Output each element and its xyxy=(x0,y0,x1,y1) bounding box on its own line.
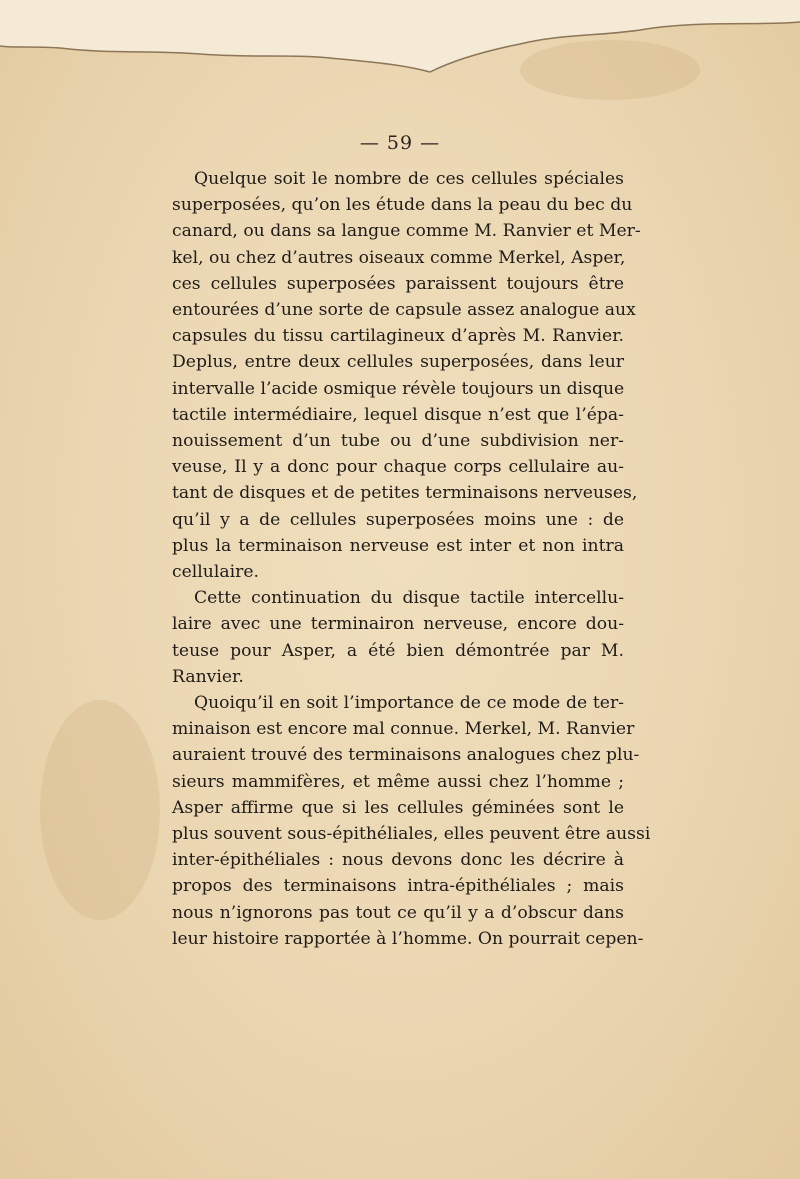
paper-stain xyxy=(520,40,700,100)
text-line: Deplus, entre deux cellules superposées, dans leur xyxy=(172,352,624,373)
text-line: veuse, Il y a donc pour chaque corps cellulaire au- xyxy=(172,457,624,478)
text-line: canard, ou dans sa langue comme M. Ranvier et Mer- xyxy=(172,221,641,242)
text-line: plus la terminaison nerveuse est inter et non intra xyxy=(172,535,624,556)
text-line: entourées d’une sorte de capsule assez analogue aux xyxy=(172,300,636,321)
text-line: sieurs mammifères, et même aussi chez l’homme ; xyxy=(172,771,624,792)
text-line: inter-épithéliales : nous devons donc les décrire à xyxy=(172,850,624,871)
paper-stain xyxy=(40,700,160,920)
text-line: nous n’ignorons pas tout ce qu’il y a d’obscur dans xyxy=(172,902,624,923)
text-line: capsules du tissu cartilagineux d’après M. Ranvier. xyxy=(172,326,624,347)
text-line: superposées, qu’on les étude dans la peau du bec du xyxy=(172,195,633,216)
text-line: nouissement d’un tube ou d’une subdivision ner- xyxy=(172,431,624,452)
text-line: qu’il y a de cellules superposées moins une : de xyxy=(172,509,624,530)
text-line: Ranvier. xyxy=(172,666,244,687)
text-line: minaison est encore mal connue. Merkel, M. Ranvier xyxy=(172,719,635,740)
text-line: cellulaire. xyxy=(172,562,259,583)
text-line: propos des terminaisons intra-épithéliales ; mais xyxy=(172,876,624,897)
page-number: — 59 — xyxy=(359,132,441,154)
text-line: intervalle l’acide osmique révèle toujours un disque xyxy=(172,378,625,399)
text-line: laire avec une terminairon nerveuse, encore dou- xyxy=(172,614,624,635)
text-line: Quelque soit le nombre de ces cellules spéciales xyxy=(194,169,624,189)
text-line: tant de disques et de petites terminaisons nerveuses, xyxy=(172,483,638,504)
text-line: teuse pour Asper, a été bien démontrée par M. xyxy=(172,640,624,661)
text-line: auraient trouvé des terminaisons analogues chez plu- xyxy=(172,745,640,766)
body-text xyxy=(172,166,651,952)
text-line: leur histoire rapportée à l’homme. On pourrait cepen- xyxy=(172,928,644,949)
text-line: Asper affirme que si les cellules géminées sont le xyxy=(172,797,624,818)
text-line: Cette continuation du disque tactile intercellu- xyxy=(194,588,624,609)
text-line: plus souvent sous-épithéliales, elles peuvent être aussi xyxy=(172,824,651,845)
text-line: Quoiqu’il en soit l’importance de ce mode de ter- xyxy=(194,693,624,714)
text-line: tactile intermédiaire, lequel disque n’est que l’épa- xyxy=(172,404,624,425)
text-line: ces cellules superposées paraissent toujours être xyxy=(172,273,624,294)
text-line: kel, ou chez d’autres oiseaux comme Merkel, Asper, xyxy=(172,247,626,268)
